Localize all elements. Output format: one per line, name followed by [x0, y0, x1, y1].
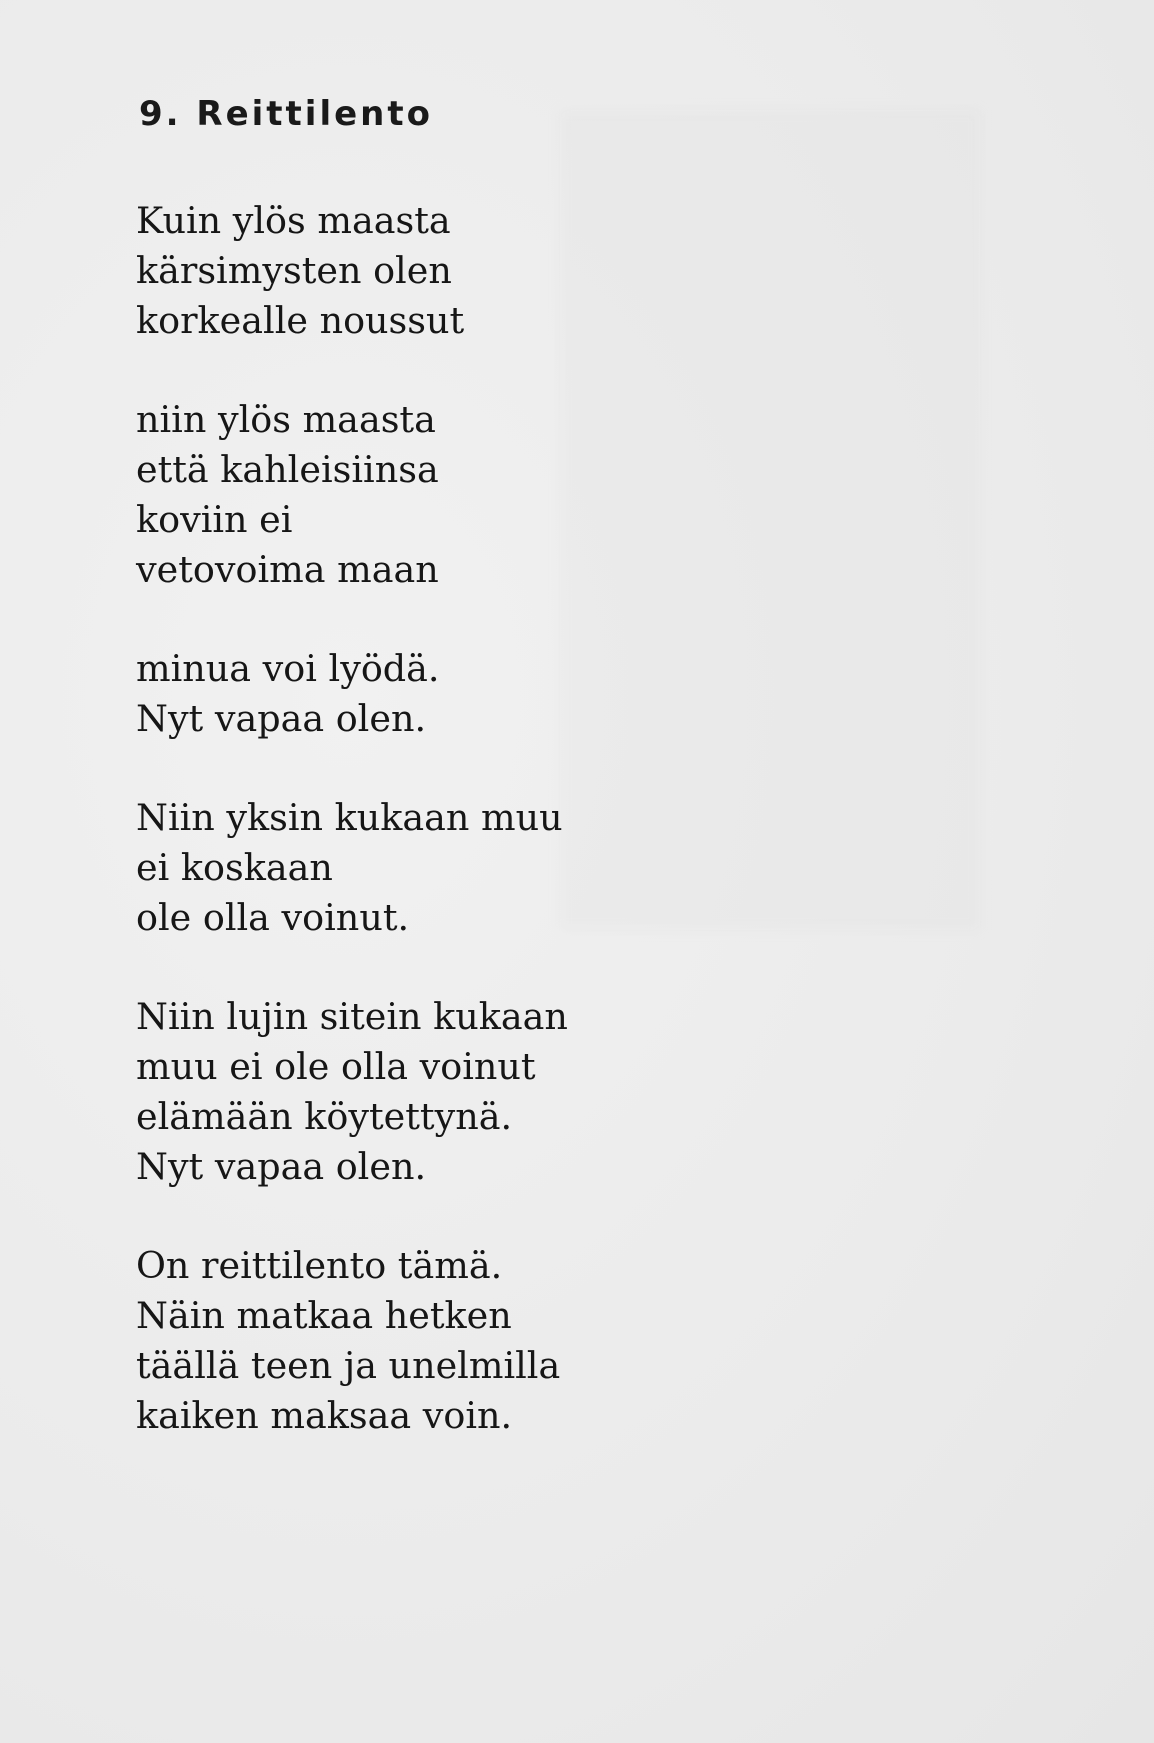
- poem-line: Nyt vapaa olen.: [136, 697, 427, 740]
- poem-line: täällä teen ja unelmilla: [136, 1344, 561, 1387]
- poem-line: elämään köytettynä.: [136, 1095, 513, 1138]
- poem-line: kaiken maksaa voin.: [136, 1394, 513, 1437]
- poem-line: Kuin ylös maasta: [136, 199, 451, 242]
- poem-line: On reittilento tämä.: [136, 1244, 503, 1287]
- poem-line: minua voi lyödä.: [136, 647, 440, 690]
- stanza: [136, 644, 756, 744]
- poem-line: korkealle noussut: [136, 299, 465, 342]
- poem-line: muu ei ole olla voinut: [136, 1045, 536, 1088]
- poem-line: koviin ei: [136, 498, 293, 541]
- stanza: [136, 395, 756, 595]
- stanza: [136, 992, 756, 1192]
- poem-line: että kahleisiinsa: [136, 448, 439, 491]
- poem-line: vetovoima maan: [136, 548, 439, 591]
- poem-title: 9. Reittilento: [139, 94, 433, 134]
- poem-line: niin ylös maasta: [136, 398, 436, 441]
- stanza: [136, 196, 756, 346]
- poem-line: ole olla voinut.: [136, 896, 410, 939]
- stanza: [136, 1241, 756, 1441]
- poem-line: kärsimysten olen: [136, 249, 452, 292]
- poem-line: Näin matkaa hetken: [136, 1294, 512, 1337]
- poem-line: Nyt vapaa olen.: [136, 1145, 427, 1188]
- poem-line: ei koskaan: [136, 846, 333, 889]
- poem-line: Niin yksin kukaan muu: [136, 796, 563, 839]
- stanza: [136, 793, 756, 943]
- poem-line: Niin lujin sitein kukaan: [136, 995, 568, 1038]
- poem-body: [136, 196, 756, 1490]
